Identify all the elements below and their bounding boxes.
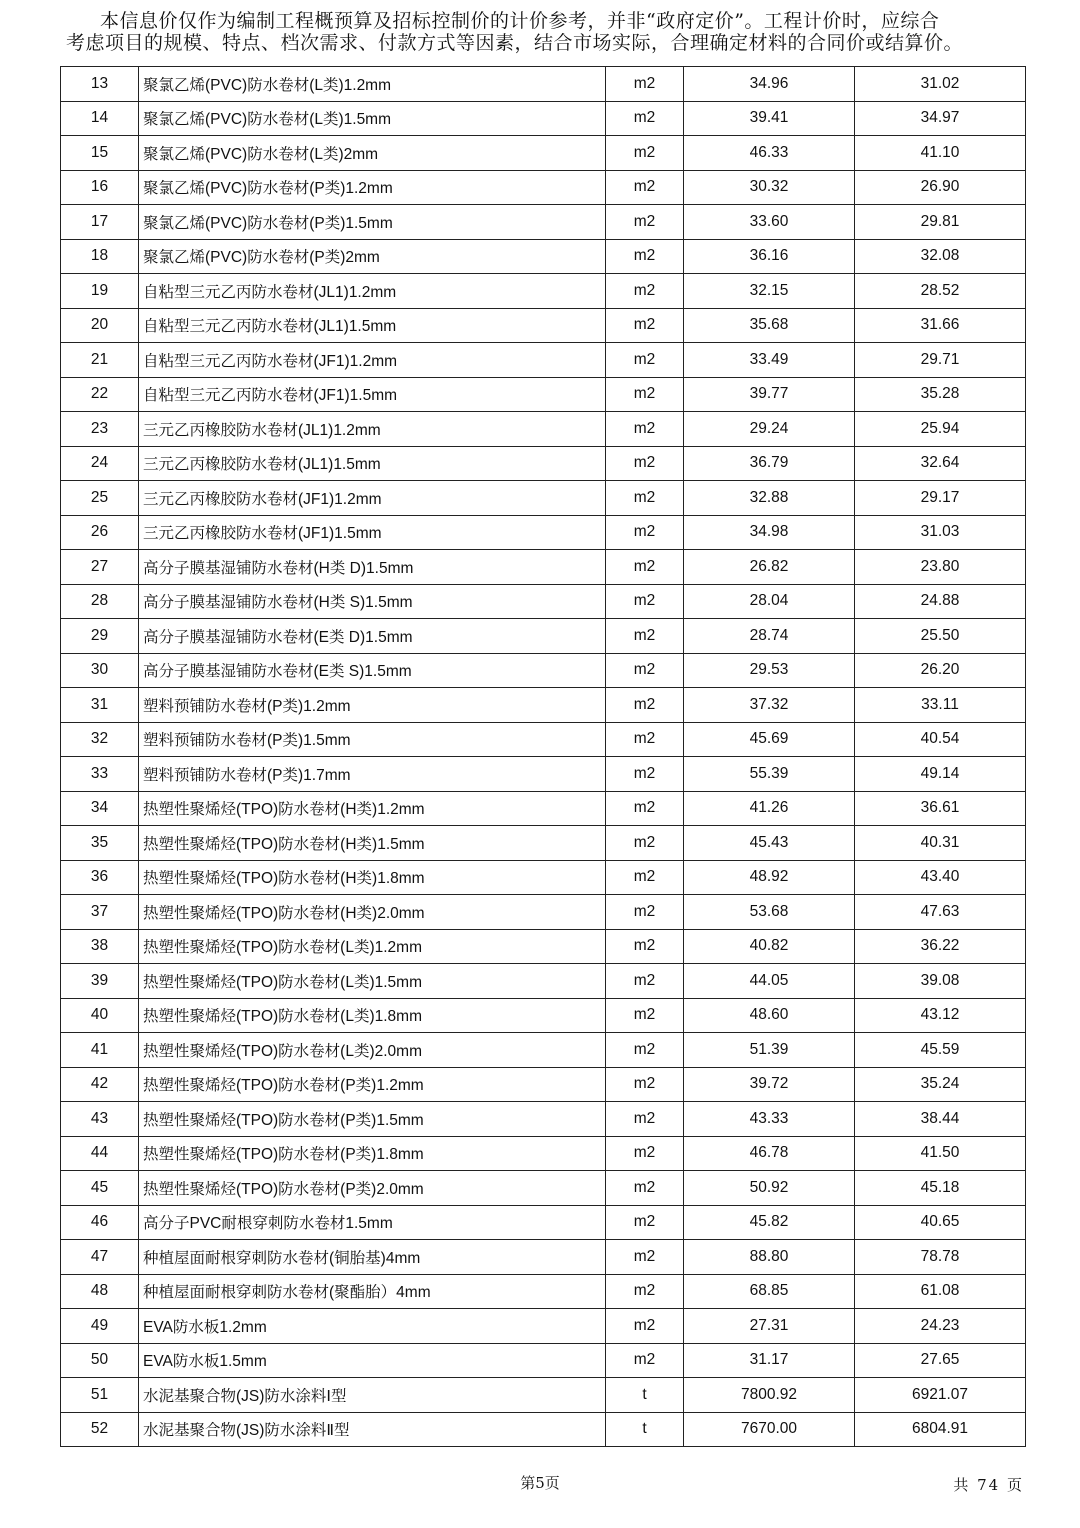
price-incl-tax-cell: 33.60	[684, 205, 855, 240]
unit-cell: m2	[606, 515, 684, 550]
material-name-cell: 高分子膜基湿铺防水卷材(E类 D)1.5mm	[139, 619, 606, 654]
table-row	[61, 1309, 1026, 1344]
price-incl-tax-cell: 32.15	[684, 274, 855, 309]
item-number-cell: 49	[61, 1309, 139, 1344]
table-row	[61, 584, 1026, 619]
unit-cell: m2	[606, 653, 684, 688]
material-name-cell: 自粘型三元乙丙防水卷材(JF1)1.2mm	[139, 343, 606, 378]
table-row	[61, 377, 1026, 412]
unit-cell: m2	[606, 826, 684, 861]
unit-cell: m2	[606, 377, 684, 412]
price-excl-tax-cell: 41.10	[855, 136, 1026, 171]
item-number-cell: 47	[61, 1240, 139, 1275]
unit-cell: m2	[606, 1033, 684, 1068]
price-excl-tax-cell: 36.61	[855, 791, 1026, 826]
material-name-cell: 高分子膜基湿铺防水卷材(E类 S)1.5mm	[139, 653, 606, 688]
price-excl-tax-cell: 36.22	[855, 929, 1026, 964]
material-name-cell: 水泥基聚合物(JS)防水涂料Ⅰ型	[139, 1378, 606, 1413]
price-incl-tax-cell: 43.33	[684, 1102, 855, 1137]
total-pages: 共 74 页	[953, 1476, 1024, 1494]
price-excl-tax-cell: 23.80	[855, 550, 1026, 585]
item-number-cell: 31	[61, 688, 139, 723]
item-number-cell: 18	[61, 239, 139, 274]
material-name-cell: 塑料预铺防水卷材(P类)1.2mm	[139, 688, 606, 723]
material-name-cell: 聚氯乙烯(PVC)防水卷材(P类)2mm	[139, 239, 606, 274]
price-incl-tax-cell: 55.39	[684, 757, 855, 792]
price-excl-tax-cell: 24.88	[855, 584, 1026, 619]
item-number-cell: 13	[61, 67, 139, 102]
price-excl-tax-cell: 40.54	[855, 722, 1026, 757]
material-name-cell: 热塑性聚烯烃(TPO)防水卷材(L类)1.8mm	[139, 998, 606, 1033]
price-incl-tax-cell: 26.82	[684, 550, 855, 585]
material-name-cell: EVA防水板1.5mm	[139, 1343, 606, 1378]
table-row	[61, 1378, 1026, 1413]
material-name-cell: 热塑性聚烯烃(TPO)防水卷材(P类)2.0mm	[139, 1171, 606, 1206]
table-row	[61, 1067, 1026, 1102]
unit-cell: m2	[606, 1067, 684, 1102]
table-row	[61, 929, 1026, 964]
unit-cell: m2	[606, 170, 684, 205]
price-incl-tax-cell: 41.26	[684, 791, 855, 826]
item-number-cell: 20	[61, 308, 139, 343]
price-incl-tax-cell: 39.77	[684, 377, 855, 412]
table-row	[61, 274, 1026, 309]
item-number-cell: 38	[61, 929, 139, 964]
item-number-cell: 51	[61, 1378, 139, 1413]
unit-cell: m2	[606, 1102, 684, 1137]
table-row	[61, 1240, 1026, 1275]
material-name-cell: 热塑性聚烯烃(TPO)防水卷材(H类)1.8mm	[139, 860, 606, 895]
price-table	[60, 66, 1026, 1447]
item-number-cell: 45	[61, 1171, 139, 1206]
unit-cell: m2	[606, 446, 684, 481]
table-row	[61, 826, 1026, 861]
table-row	[61, 688, 1026, 723]
price-incl-tax-cell: 28.74	[684, 619, 855, 654]
price-incl-tax-cell: 7670.00	[684, 1412, 855, 1447]
item-number-cell: 30	[61, 653, 139, 688]
price-excl-tax-cell: 35.28	[855, 377, 1026, 412]
table-row	[61, 791, 1026, 826]
price-incl-tax-cell: 34.98	[684, 515, 855, 550]
item-number-cell: 29	[61, 619, 139, 654]
price-incl-tax-cell: 30.32	[684, 170, 855, 205]
page-number: 第5页	[520, 1474, 560, 1492]
unit-cell: m2	[606, 1274, 684, 1309]
disclaimer-notice	[60, 10, 1020, 54]
table-row	[61, 1136, 1026, 1171]
price-excl-tax-cell: 45.59	[855, 1033, 1026, 1068]
material-name-cell: 三元乙丙橡胶防水卷材(JF1)1.2mm	[139, 481, 606, 516]
item-number-cell: 44	[61, 1136, 139, 1171]
table-row	[61, 1343, 1026, 1378]
unit-cell: m2	[606, 584, 684, 619]
price-excl-tax-cell: 41.50	[855, 1136, 1026, 1171]
price-excl-tax-cell: 40.31	[855, 826, 1026, 861]
price-incl-tax-cell: 29.53	[684, 653, 855, 688]
price-excl-tax-cell: 26.90	[855, 170, 1026, 205]
unit-cell: m2	[606, 1343, 684, 1378]
price-incl-tax-cell: 45.69	[684, 722, 855, 757]
material-name-cell: 高分子膜基湿铺防水卷材(H类 D)1.5mm	[139, 550, 606, 585]
item-number-cell: 35	[61, 826, 139, 861]
unit-cell: m2	[606, 481, 684, 516]
price-excl-tax-cell: 31.66	[855, 308, 1026, 343]
item-number-cell: 14	[61, 101, 139, 136]
price-incl-tax-cell: 33.49	[684, 343, 855, 378]
price-incl-tax-cell: 46.33	[684, 136, 855, 171]
price-excl-tax-cell: 45.18	[855, 1171, 1026, 1206]
price-excl-tax-cell: 43.40	[855, 860, 1026, 895]
price-incl-tax-cell: 27.31	[684, 1309, 855, 1344]
price-excl-tax-cell: 24.23	[855, 1309, 1026, 1344]
table-row	[61, 653, 1026, 688]
price-incl-tax-cell: 40.82	[684, 929, 855, 964]
price-incl-tax-cell: 68.85	[684, 1274, 855, 1309]
material-name-cell: 热塑性聚烯烃(TPO)防水卷材(P类)1.2mm	[139, 1067, 606, 1102]
price-excl-tax-cell: 25.94	[855, 412, 1026, 447]
item-number-cell: 43	[61, 1102, 139, 1137]
table-row	[61, 308, 1026, 343]
item-number-cell: 21	[61, 343, 139, 378]
table-row	[61, 205, 1026, 240]
table-row	[61, 1274, 1026, 1309]
price-excl-tax-cell: 6804.91	[855, 1412, 1026, 1447]
table-row	[61, 895, 1026, 930]
material-name-cell: 聚氯乙烯(PVC)防水卷材(L类)2mm	[139, 136, 606, 171]
price-excl-tax-cell: 29.81	[855, 205, 1026, 240]
price-excl-tax-cell: 40.65	[855, 1205, 1026, 1240]
material-name-cell: 塑料预铺防水卷材(P类)1.5mm	[139, 722, 606, 757]
material-name-cell: 热塑性聚烯烃(TPO)防水卷材(L类)1.5mm	[139, 964, 606, 999]
price-incl-tax-cell: 39.72	[684, 1067, 855, 1102]
unit-cell: t	[606, 1378, 684, 1413]
unit-cell: m2	[606, 964, 684, 999]
price-incl-tax-cell: 48.92	[684, 860, 855, 895]
price-excl-tax-cell: 31.03	[855, 515, 1026, 550]
price-excl-tax-cell: 26.20	[855, 653, 1026, 688]
unit-cell: m2	[606, 998, 684, 1033]
table-row	[61, 1033, 1026, 1068]
table-row	[61, 412, 1026, 447]
price-incl-tax-cell: 88.80	[684, 1240, 855, 1275]
item-number-cell: 46	[61, 1205, 139, 1240]
price-incl-tax-cell: 48.60	[684, 998, 855, 1033]
unit-cell: m2	[606, 67, 684, 102]
table-row	[61, 722, 1026, 757]
price-incl-tax-cell: 44.05	[684, 964, 855, 999]
price-incl-tax-cell: 31.17	[684, 1343, 855, 1378]
material-name-cell: 热塑性聚烯烃(TPO)防水卷材(H类)1.5mm	[139, 826, 606, 861]
table-row	[61, 136, 1026, 171]
price-excl-tax-cell: 25.50	[855, 619, 1026, 654]
item-number-cell: 37	[61, 895, 139, 930]
material-name-cell: 聚氯乙烯(PVC)防水卷材(P类)1.5mm	[139, 205, 606, 240]
price-excl-tax-cell: 29.71	[855, 343, 1026, 378]
item-number-cell: 39	[61, 964, 139, 999]
item-number-cell: 22	[61, 377, 139, 412]
unit-cell: m2	[606, 136, 684, 171]
material-name-cell: 三元乙丙橡胶防水卷材(JL1)1.2mm	[139, 412, 606, 447]
unit-cell: m2	[606, 205, 684, 240]
item-number-cell: 23	[61, 412, 139, 447]
material-name-cell: 自粘型三元乙丙防水卷材(JF1)1.5mm	[139, 377, 606, 412]
unit-cell: m2	[606, 550, 684, 585]
price-incl-tax-cell: 39.41	[684, 101, 855, 136]
table-row	[61, 1205, 1026, 1240]
unit-cell: m2	[606, 308, 684, 343]
item-number-cell: 15	[61, 136, 139, 171]
table-row	[61, 170, 1026, 205]
unit-cell: m2	[606, 1136, 684, 1171]
item-number-cell: 19	[61, 274, 139, 309]
material-name-cell: 自粘型三元乙丙防水卷材(JL1)1.5mm	[139, 308, 606, 343]
price-excl-tax-cell: 29.17	[855, 481, 1026, 516]
price-excl-tax-cell: 78.78	[855, 1240, 1026, 1275]
table-row	[61, 998, 1026, 1033]
material-name-cell: 自粘型三元乙丙防水卷材(JL1)1.2mm	[139, 274, 606, 309]
price-incl-tax-cell: 29.24	[684, 412, 855, 447]
unit-cell: m2	[606, 791, 684, 826]
material-name-cell: 高分子PVC耐根穿刺防水卷材1.5mm	[139, 1205, 606, 1240]
price-excl-tax-cell: 39.08	[855, 964, 1026, 999]
table-row	[61, 619, 1026, 654]
unit-cell: m2	[606, 101, 684, 136]
price-excl-tax-cell: 35.24	[855, 1067, 1026, 1102]
table-row	[61, 67, 1026, 102]
material-name-cell: 聚氯乙烯(PVC)防水卷材(P类)1.2mm	[139, 170, 606, 205]
price-incl-tax-cell: 36.79	[684, 446, 855, 481]
item-number-cell: 27	[61, 550, 139, 585]
unit-cell: m2	[606, 1240, 684, 1275]
price-excl-tax-cell: 49.14	[855, 757, 1026, 792]
price-incl-tax-cell: 36.16	[684, 239, 855, 274]
price-incl-tax-cell: 35.68	[684, 308, 855, 343]
table-row	[61, 860, 1026, 895]
material-name-cell: 热塑性聚烯烃(TPO)防水卷材(L类)2.0mm	[139, 1033, 606, 1068]
material-name-cell: 热塑性聚烯烃(TPO)防水卷材(H类)2.0mm	[139, 895, 606, 930]
price-incl-tax-cell: 45.82	[684, 1205, 855, 1240]
table-row	[61, 101, 1026, 136]
item-number-cell: 48	[61, 1274, 139, 1309]
material-name-cell: 高分子膜基湿铺防水卷材(H类 S)1.5mm	[139, 584, 606, 619]
item-number-cell: 50	[61, 1343, 139, 1378]
unit-cell: m2	[606, 722, 684, 757]
unit-cell: m2	[606, 895, 684, 930]
table-row	[61, 757, 1026, 792]
table-row	[61, 1412, 1026, 1447]
disclaimer-line-2: 考虑项目的规模、特点、档次需求、付款方式等因素，结合市场实际，合理确定材料的合同价或结算价。	[66, 32, 964, 54]
unit-cell: m2	[606, 688, 684, 723]
price-excl-tax-cell: 33.11	[855, 688, 1026, 723]
item-number-cell: 25	[61, 481, 139, 516]
table-row	[61, 1171, 1026, 1206]
item-number-cell: 36	[61, 860, 139, 895]
unit-cell: m2	[606, 343, 684, 378]
price-excl-tax-cell: 61.08	[855, 1274, 1026, 1309]
price-excl-tax-cell: 31.02	[855, 67, 1026, 102]
unit-cell: m2	[606, 239, 684, 274]
price-excl-tax-cell: 32.08	[855, 239, 1026, 274]
unit-cell: t	[606, 1412, 684, 1447]
material-name-cell: 种植屋面耐根穿刺防水卷材(铜胎基)4mm	[139, 1240, 606, 1275]
material-name-cell: 聚氯乙烯(PVC)防水卷材(L类)1.5mm	[139, 101, 606, 136]
item-number-cell: 41	[61, 1033, 139, 1068]
table-row	[61, 343, 1026, 378]
price-excl-tax-cell: 28.52	[855, 274, 1026, 309]
price-excl-tax-cell: 32.64	[855, 446, 1026, 481]
price-incl-tax-cell: 53.68	[684, 895, 855, 930]
price-incl-tax-cell: 34.96	[684, 67, 855, 102]
price-incl-tax-cell: 28.04	[684, 584, 855, 619]
price-excl-tax-cell: 6921.07	[855, 1378, 1026, 1413]
table-row	[61, 239, 1026, 274]
disclaimer-line-1: 本信息价仅作为编制工程概预算及招标控制价的计价参考，并非“政府定价”。工程计价时，应综合	[100, 10, 940, 32]
price-table-body	[61, 67, 1026, 1447]
item-number-cell: 17	[61, 205, 139, 240]
unit-cell: m2	[606, 860, 684, 895]
material-name-cell: 三元乙丙橡胶防水卷材(JF1)1.5mm	[139, 515, 606, 550]
price-excl-tax-cell: 47.63	[855, 895, 1026, 930]
material-name-cell: 塑料预铺防水卷材(P类)1.7mm	[139, 757, 606, 792]
material-name-cell: 种植屋面耐根穿刺防水卷材(聚酯胎）4mm	[139, 1274, 606, 1309]
price-incl-tax-cell: 7800.92	[684, 1378, 855, 1413]
unit-cell: m2	[606, 1171, 684, 1206]
material-name-cell: 热塑性聚烯烃(TPO)防水卷材(H类)1.2mm	[139, 791, 606, 826]
item-number-cell: 52	[61, 1412, 139, 1447]
unit-cell: m2	[606, 274, 684, 309]
price-excl-tax-cell: 27.65	[855, 1343, 1026, 1378]
item-number-cell: 34	[61, 791, 139, 826]
material-name-cell: 三元乙丙橡胶防水卷材(JL1)1.5mm	[139, 446, 606, 481]
material-name-cell: 热塑性聚烯烃(TPO)防水卷材(P类)1.8mm	[139, 1136, 606, 1171]
item-number-cell: 28	[61, 584, 139, 619]
item-number-cell: 24	[61, 446, 139, 481]
unit-cell: m2	[606, 619, 684, 654]
material-name-cell: 聚氯乙烯(PVC)防水卷材(L类)1.2mm	[139, 67, 606, 102]
material-name-cell: 热塑性聚烯烃(TPO)防水卷材(P类)1.5mm	[139, 1102, 606, 1137]
item-number-cell: 40	[61, 998, 139, 1033]
price-incl-tax-cell: 51.39	[684, 1033, 855, 1068]
table-row	[61, 550, 1026, 585]
price-excl-tax-cell: 43.12	[855, 998, 1026, 1033]
unit-cell: m2	[606, 757, 684, 792]
price-incl-tax-cell: 46.78	[684, 1136, 855, 1171]
table-row	[61, 964, 1026, 999]
price-incl-tax-cell: 45.43	[684, 826, 855, 861]
item-number-cell: 32	[61, 722, 139, 757]
item-number-cell: 42	[61, 1067, 139, 1102]
price-incl-tax-cell: 32.88	[684, 481, 855, 516]
material-name-cell: EVA防水板1.2mm	[139, 1309, 606, 1344]
table-row	[61, 515, 1026, 550]
item-number-cell: 16	[61, 170, 139, 205]
price-excl-tax-cell: 34.97	[855, 101, 1026, 136]
unit-cell: m2	[606, 1205, 684, 1240]
item-number-cell: 33	[61, 757, 139, 792]
item-number-cell: 26	[61, 515, 139, 550]
table-row	[61, 1102, 1026, 1137]
unit-cell: m2	[606, 1309, 684, 1344]
price-incl-tax-cell: 50.92	[684, 1171, 855, 1206]
table-row	[61, 446, 1026, 481]
price-excl-tax-cell: 38.44	[855, 1102, 1026, 1137]
material-name-cell: 水泥基聚合物(JS)防水涂料Ⅱ型	[139, 1412, 606, 1447]
unit-cell: m2	[606, 929, 684, 964]
table-row	[61, 481, 1026, 516]
material-name-cell: 热塑性聚烯烃(TPO)防水卷材(L类)1.2mm	[139, 929, 606, 964]
unit-cell: m2	[606, 412, 684, 447]
price-incl-tax-cell: 37.32	[684, 688, 855, 723]
